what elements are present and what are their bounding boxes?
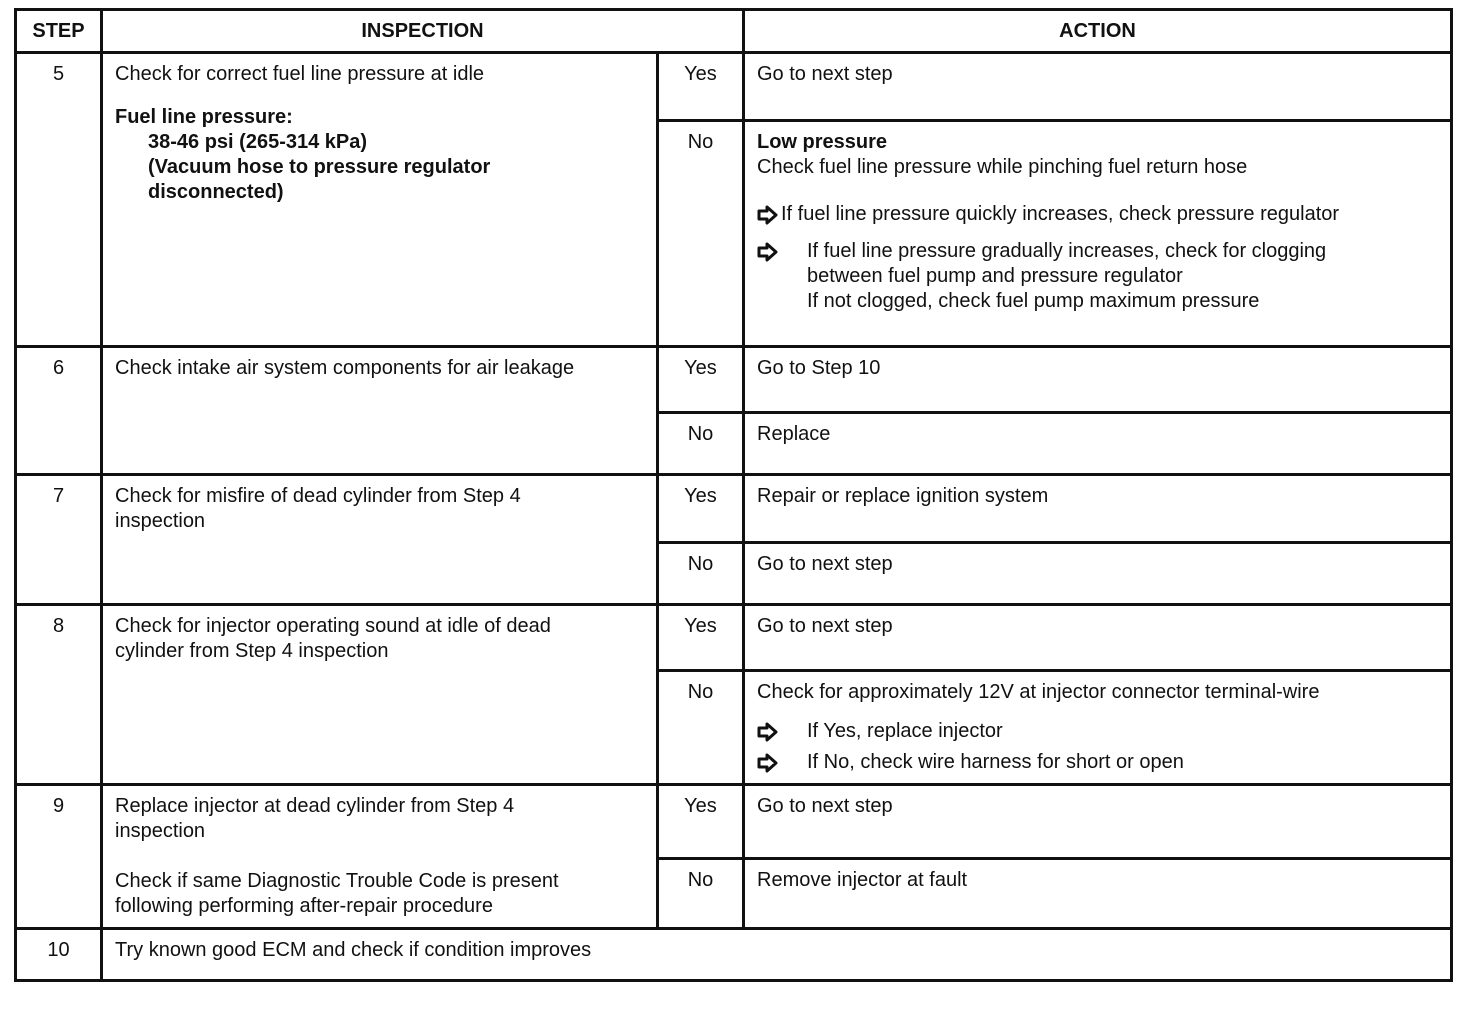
diagnostic-table (14, 8, 1453, 982)
inspection-header: INSPECTION (102, 10, 744, 53)
bullet-text: If Yes, replace injector (807, 720, 1003, 742)
no-action: Replace (744, 413, 1452, 475)
action-header: ACTION (744, 10, 1452, 53)
step-number: 8 (16, 605, 102, 785)
step-9-yes-row (16, 785, 1452, 859)
step-10-row (16, 929, 1452, 981)
yes-action: Go to next step (744, 785, 1452, 859)
arrow-right-icon (757, 205, 779, 225)
yes-action: Repair or replace ignition system (744, 475, 1452, 543)
step-number: 5 (16, 53, 102, 347)
yes-action: Go to next step (744, 605, 1452, 671)
yes-label: Yes (658, 475, 744, 543)
no-label: No (658, 859, 744, 929)
step-number: 7 (16, 475, 102, 605)
no-label: No (658, 121, 744, 347)
inspection-line: Check for misfire of dead cylinder from Step 4 (115, 485, 521, 507)
yes-action: Go to Step 10 (744, 347, 1452, 413)
bullet-text (779, 239, 1438, 314)
bullet-item (757, 239, 1438, 314)
header-row (16, 10, 1452, 53)
inspection-cell (102, 475, 658, 605)
yes-label: Yes (658, 605, 744, 671)
yes-label: Yes (658, 347, 744, 413)
inspection-line: Replace injector at dead cylinder from Step 4 (115, 795, 515, 817)
inspection-cell (102, 785, 658, 929)
bullet-line: If not clogged, check fuel pump maximum pressure (807, 290, 1260, 312)
inspection-line: inspection (115, 510, 206, 532)
step-number: 10 (16, 929, 102, 981)
inspection-line: following performing after-repair procedure (115, 895, 493, 917)
inspection-line: Check for injector operating sound at idle of dead (115, 615, 551, 637)
spec-value: 38-46 psi (265-314 kPa) (148, 131, 368, 153)
step-header: STEP (16, 10, 102, 53)
step-6-yes-row (16, 347, 1452, 413)
step-number: 6 (16, 347, 102, 475)
bullet-line: between fuel pump and pressure regulator (807, 265, 1183, 287)
yes-label: Yes (658, 785, 744, 859)
spec-note-cont: disconnected) (148, 181, 284, 203)
no-action-text: Check for approximately 12V at injector connector terminal-wire (757, 681, 1320, 703)
inspection-text: Try known good ECM and check if condition improves (102, 929, 1452, 981)
inspection-line: inspection (115, 820, 206, 842)
no-action: Remove injector at fault (744, 859, 1452, 929)
no-action-cell (744, 671, 1452, 785)
yes-action: Go to next step (744, 53, 1452, 121)
no-action-title: Low pressure (757, 131, 888, 153)
bullet-item (757, 202, 1438, 227)
bullet-item (757, 750, 1438, 775)
bullet-text: If No, check wire harness for short or open (807, 751, 1184, 773)
no-action-cell (744, 121, 1452, 347)
step-8-yes-row (16, 605, 1452, 671)
arrow-right-icon (757, 242, 779, 262)
arrow-right-icon (757, 722, 779, 742)
inspection-cell (102, 53, 658, 347)
inspection-line: cylinder from Step 4 inspection (115, 640, 389, 662)
step-5-yes-row (16, 53, 1452, 121)
inspection-text: Check for correct fuel line pressure at idle (115, 63, 485, 85)
step-7-yes-row (16, 475, 1452, 543)
no-label: No (658, 413, 744, 475)
arrow-right-icon (757, 753, 779, 773)
spec-note: (Vacuum hose to pressure regulator (148, 156, 491, 178)
step-number: 9 (16, 785, 102, 929)
inspection-text: Check intake air system components for air leakage (102, 347, 658, 475)
bullet-item (757, 719, 1438, 744)
bullet-text: If fuel line pressure quickly increases, check pressure regulator (781, 203, 1340, 225)
spec-title: Fuel line pressure: (115, 106, 293, 128)
bullet-line: If fuel line pressure gradually increases, check for clogging (807, 240, 1327, 262)
no-action: Go to next step (744, 543, 1452, 605)
yes-label: Yes (658, 53, 744, 121)
no-action-text: Check fuel line pressure while pinching fuel return hose (757, 156, 1248, 178)
no-label: No (658, 543, 744, 605)
no-label: No (658, 671, 744, 785)
inspection-line: Check if same Diagnostic Trouble Code is present (115, 870, 559, 892)
inspection-cell (102, 605, 658, 785)
